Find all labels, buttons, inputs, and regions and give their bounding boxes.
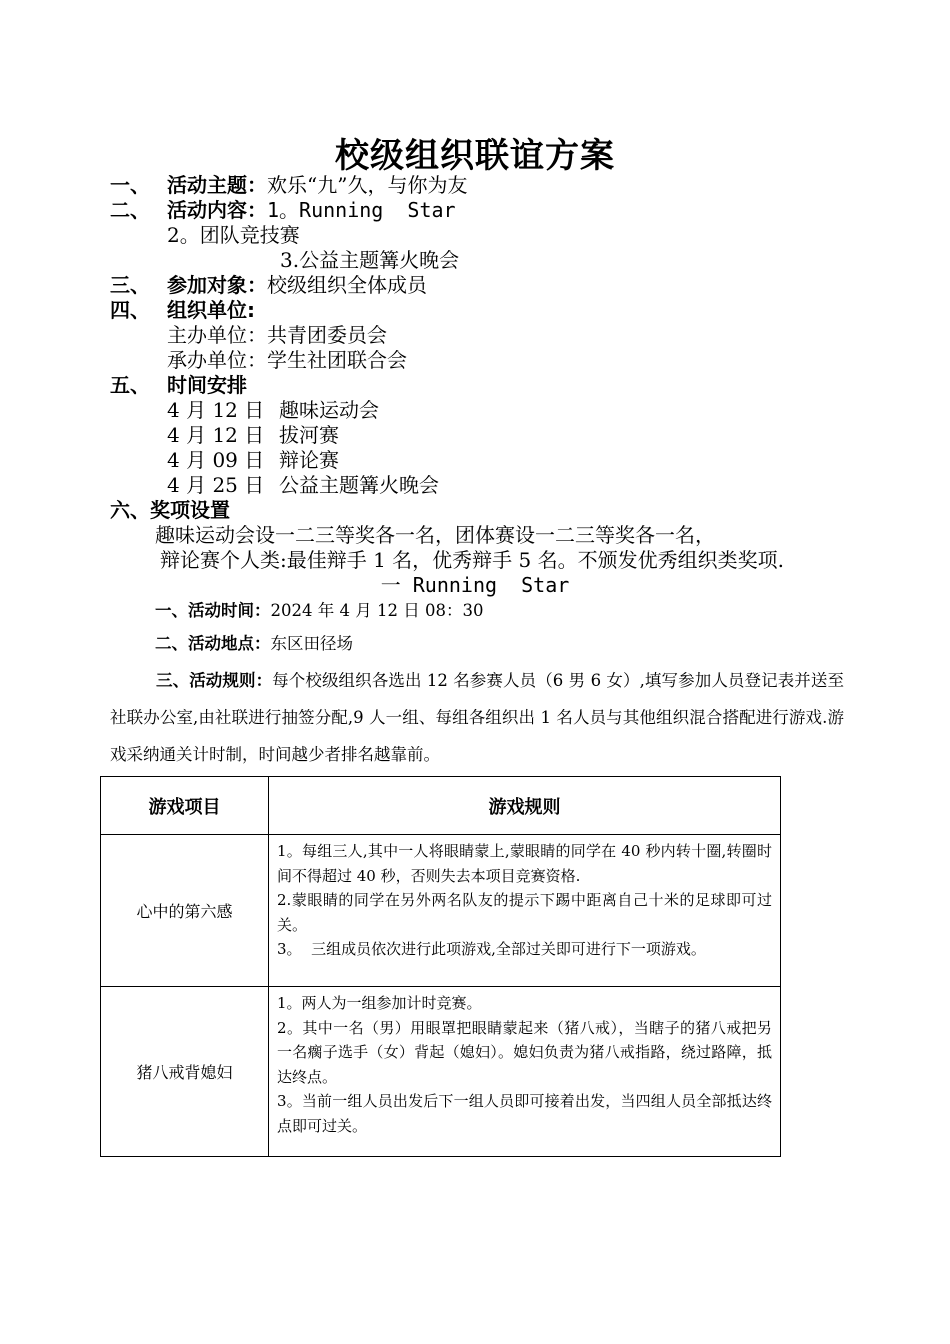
org-host: 主办单位：共青团委员会	[167, 323, 387, 347]
section-number: 六、	[110, 498, 150, 522]
section-number: 四、	[110, 298, 150, 322]
section-awards	[110, 498, 230, 523]
game-rules	[269, 835, 781, 987]
running-star-heading: 一 Running Star	[380, 573, 570, 597]
content-item: 3.公益主题篝火晚会	[280, 248, 460, 272]
section-schedule	[110, 373, 247, 398]
section-number: 三、	[110, 273, 150, 297]
game-name: 心中的第六感	[101, 835, 269, 987]
schedule-event: 公益主题篝火晚会	[279, 473, 439, 497]
schedule-event: 拔河赛	[279, 423, 339, 447]
section-org: 四、 组织单位:	[110, 298, 255, 322]
section-label: 组织单位	[167, 298, 247, 322]
schedule-event: 辩论赛	[279, 448, 339, 472]
org-organizer: 承办单位：学生社团联合会	[167, 348, 407, 372]
place-value: 东区田径场	[270, 634, 353, 653]
section-target: 三、 参加对象：校级组织全体成员	[110, 273, 427, 297]
section-label: 参加对象	[167, 273, 247, 297]
games-table	[100, 776, 781, 1157]
schedule-date: 4 月 25 日	[167, 473, 265, 497]
awards-line: 辩论赛个人类:最佳辩手 1 名，优秀辩手 5 名。不颁发优秀组织类奖项.	[160, 548, 784, 572]
section-label: 活动主题	[167, 173, 247, 197]
content-item: 2。团队竞技赛	[167, 223, 300, 247]
section-number: 五、	[110, 373, 150, 397]
section-label: 奖项设置	[150, 498, 230, 522]
schedule-item	[167, 398, 379, 423]
activity-place	[155, 627, 353, 660]
rules-value: 每个校级组织各选出 12 名参赛人员（6 男 6 女）,填写参加人员登记表并送至社联办公室,由社联进行抽签分配,9 人一组、每组各组织出 1 名人员与其他组织混合搭配进行游戏.游戏采纳通关计时制，时间越少者排名越靠前。	[110, 671, 844, 764]
rule-line: 1。两人为一组参加计时竞赛。	[277, 994, 482, 1012]
target-value: 校级组织全体成员	[267, 273, 427, 297]
section-number: 一、	[110, 173, 150, 197]
rule-line: 3。当前一组人员出发后下一组人员即可接着出发，当四组人员全部抵达终点即可过关。	[277, 1092, 772, 1135]
theme-value: 欢乐“九”久，与你为友	[267, 173, 468, 197]
rule-line: 1。每组三人,其中一人将眼睛蒙上,蒙眼睛的同学在 40 秒内转十圈,转圈时间不得超过 40 秒，否则失去本项目竞赛资格.	[277, 842, 772, 885]
time-label: 一、活动时间：	[155, 601, 271, 620]
schedule-event: 趣味运动会	[279, 398, 379, 422]
game-rules	[269, 987, 781, 1157]
document-title: 校级组织联谊方案	[335, 136, 615, 176]
place-label: 二、活动地点：	[155, 634, 271, 653]
content-item: 1。Running Star	[267, 198, 456, 222]
activity-rules	[110, 662, 844, 773]
activity-time	[155, 594, 483, 627]
schedule-item	[167, 473, 439, 498]
table-header-row	[101, 777, 781, 835]
section-content: 二、 活动内容：1。Running Star	[110, 198, 456, 222]
schedule-date: 4 月 09 日	[167, 448, 265, 472]
schedule-date: 4 月 12 日	[167, 423, 265, 447]
section-theme: 一、 活动主题：欢乐“九”久，与你为友	[110, 173, 468, 197]
time-value: 2024 年 4 月 12 日 08：30	[270, 601, 484, 620]
schedule-item	[167, 448, 339, 473]
table-row	[101, 987, 781, 1157]
schedule-item	[167, 423, 339, 448]
rules-label: 三、活动规则：	[156, 671, 273, 690]
schedule-date: 4 月 12 日	[167, 398, 265, 422]
rule-line: 2。其中一名（男）用眼罩把眼睛蒙起来（猪八戒），当瞎子的猪八戒把另一名瘸子选手（女）背起（媳妇）。媳妇负责为猪八戒指路，绕过路障，抵达终点。	[277, 1018, 772, 1086]
section-label: 活动内容	[167, 198, 247, 222]
header-game-rules: 游戏规则	[269, 777, 781, 835]
section-number: 二、	[110, 198, 150, 222]
game-name: 猪八戒背媳妇	[101, 987, 269, 1157]
rule-line: 2.蒙眼睛的同学在另外两名队友的提示下踢中距离自己十米的足球即可过关。	[277, 891, 772, 934]
awards-line: 趣味运动会设一二三等奖各一名，团体赛设一二三等奖各一名，	[155, 523, 715, 547]
header-game-name: 游戏项目	[101, 777, 269, 835]
section-label: 时间安排	[167, 373, 247, 397]
table-row	[101, 835, 781, 987]
rule-line: 3。 三组成员依次进行此项游戏,全部过关即可进行下一项游戏。	[277, 940, 706, 958]
